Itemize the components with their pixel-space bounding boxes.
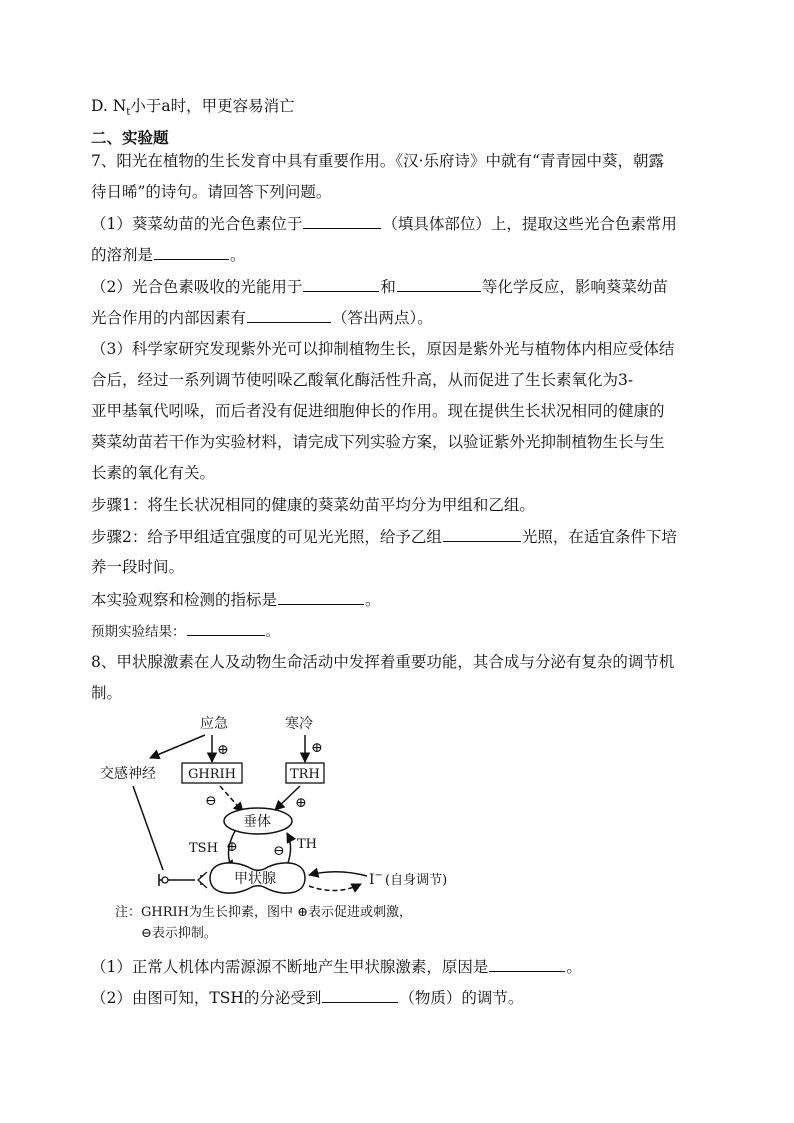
q8-part1-end: 。 [566,958,582,976]
arrow-stress-to-sympathetic [150,735,205,758]
answer-blank[interactable] [303,212,381,229]
q7-part1-line1 [91,212,677,235]
q7-expect [91,619,279,643]
q7-part1-text-d: 。 [230,246,246,264]
sympathetic-nerve-label: 交感神经 [100,766,156,782]
q8-part1-text: （1）正常人机体内需源源不断地产生甲状腺激素，原因是 [91,958,489,976]
q8-stem-line2: 制。 [91,684,123,702]
section-title: 二、实验题 [91,128,169,147]
q7-part1-text-a: （1）葵菜幼苗的光合色素位于 [91,215,303,233]
answer-blank[interactable] [247,306,331,323]
q7-step1: 步骤1：将生长状况相同的健康的葵菜幼苗平均分为甲组和乙组。 [91,496,535,514]
pituitary-label: 垂体 [243,814,271,830]
q7-observe-end: 。 [365,591,381,609]
thyroid-label: 甲状腺 [234,871,276,887]
synapse-terminal [198,872,207,888]
sympathetic-nerve-fiber [133,786,163,870]
plus-sign: ⊕ [217,742,229,758]
arrow-thyroid-to-iodide [309,884,361,891]
option-d-text: 小于a时，甲更容易消亡 [130,97,295,115]
synapse-dot [200,875,202,877]
q7-stem-line2: 待日晞”的诗句。请回答下列问题。 [91,183,332,201]
th-label: TH [297,837,318,852]
q7-part2-line2 [91,306,433,329]
q8-part2-end: （物质）的调节。 [399,989,524,1007]
q8-part2-text: （2）由图可知，TSH的分泌受到 [91,989,322,1007]
diagram-note-line1: 注：GHRIH为生长抑素，图中 ⊕表示促进或刺激， [115,905,413,920]
option-d-label: D. N [91,97,127,115]
thyroid-regulation-diagram [95,708,495,948]
cold-label: 寒冷 [285,716,313,732]
q7-part1-text-b: （填具体部位）上，提取这些光合色素常用 [382,215,677,233]
q7-part3-line2: 合后，经过一系列调节使吲哚乙酸氧化酶活性升高，从而促进了生长素氧化为3- [91,371,634,389]
minus-sign: ⊖ [205,793,217,809]
q7-step2-text-b: 光照，在适宜条件下培 [521,528,677,546]
q7-observe-text: 本实验观察和检测的指标是 [91,591,278,609]
iodide-label [369,870,383,888]
arrow-ghrih-to-pituitary [220,786,243,812]
answer-blank[interactable] [322,986,398,1003]
plus-sign: ⊕ [311,740,323,756]
option-d [91,95,295,124]
iodide-symbol: I [369,872,375,888]
q7-step2-line1 [91,525,677,548]
synapse-dot [200,883,202,885]
answer-blank[interactable] [154,243,229,260]
q7-part3-line1: （3）科学家研究发现紫外光可以抑制植物生长，原因是紫外光与植物体内相应受体结 [91,340,675,358]
q7-expect-end: 。 [265,624,279,640]
q7-part3-line5: 长素的氧化有关。 [91,464,216,482]
answer-blank[interactable] [278,588,364,605]
answer-blank[interactable] [443,525,521,542]
q7-observe [91,588,381,611]
q7-step2-line2: 养一段时间。 [91,558,185,576]
ghrih-label: GHRIH [188,767,236,782]
q7-part3-line4: 葵菜幼苗若干作为实验材料，请完成下列实验方案，以验证紫外光抑制植物生长与生 [91,433,665,451]
q7-part2-text-a: （2）光合色素吸收的光能用于 [91,278,303,296]
tsh-label: TSH [189,841,218,856]
synapse-vesicle [162,877,168,883]
iodide-charge: − [374,870,383,881]
q7-part2-text-b: 和 [380,278,396,296]
q7-part2-text-c: 等化学反应，影响葵菜幼苗 [481,278,668,296]
q7-part2-text-e: （答出两点）。 [332,309,433,327]
q8-part2 [91,986,523,1009]
self-regulation-label: (自身调节) [385,873,448,888]
q8-part1 [91,955,582,978]
q7-part1-line2 [91,243,246,266]
minus-sign: ⊖ [273,843,285,859]
q7-step2-text-a: 步骤2：给予甲组适宜强度的可见光光照，给予乙组 [91,528,442,546]
plus-sign: ⊕ [226,839,238,855]
q7-stem-line1: 7、阳光在植物的生长发育中具有重要作用。《汉·乐府诗》中就有“青青园中葵，朝露 [91,152,664,170]
q7-part3-line3: 亚甲基氧代吲哚，而后者没有促进细胞伸长的作用。现在提供生长状况相同的健康的 [91,402,665,420]
trh-label: TRH [290,767,320,782]
plus-sign: ⊕ [295,795,307,811]
q8-stem-line1: 8、甲状腺激素在人及动物生命活动中发挥着重要功能，其合成与分泌有复杂的调节机 [91,653,675,671]
q7-part2-line1 [91,275,668,298]
answer-blank[interactable] [303,275,379,292]
q7-part1-text-c: 的溶剂是 [91,246,154,264]
q7-part2-text-d: 光合作用的内部因素有 [91,309,247,327]
answer-blank[interactable] [397,275,481,292]
arrow-iodide-to-thyroid [309,872,367,876]
answer-blank[interactable] [489,955,565,972]
option-d-subscript: t [126,107,131,119]
q7-expect-text: 预期实验结果： [91,624,186,640]
answer-blank[interactable] [187,619,265,636]
stress-label: 应急 [200,716,228,732]
diagram-note-line2: ⊖表示抑制。 [141,926,217,941]
